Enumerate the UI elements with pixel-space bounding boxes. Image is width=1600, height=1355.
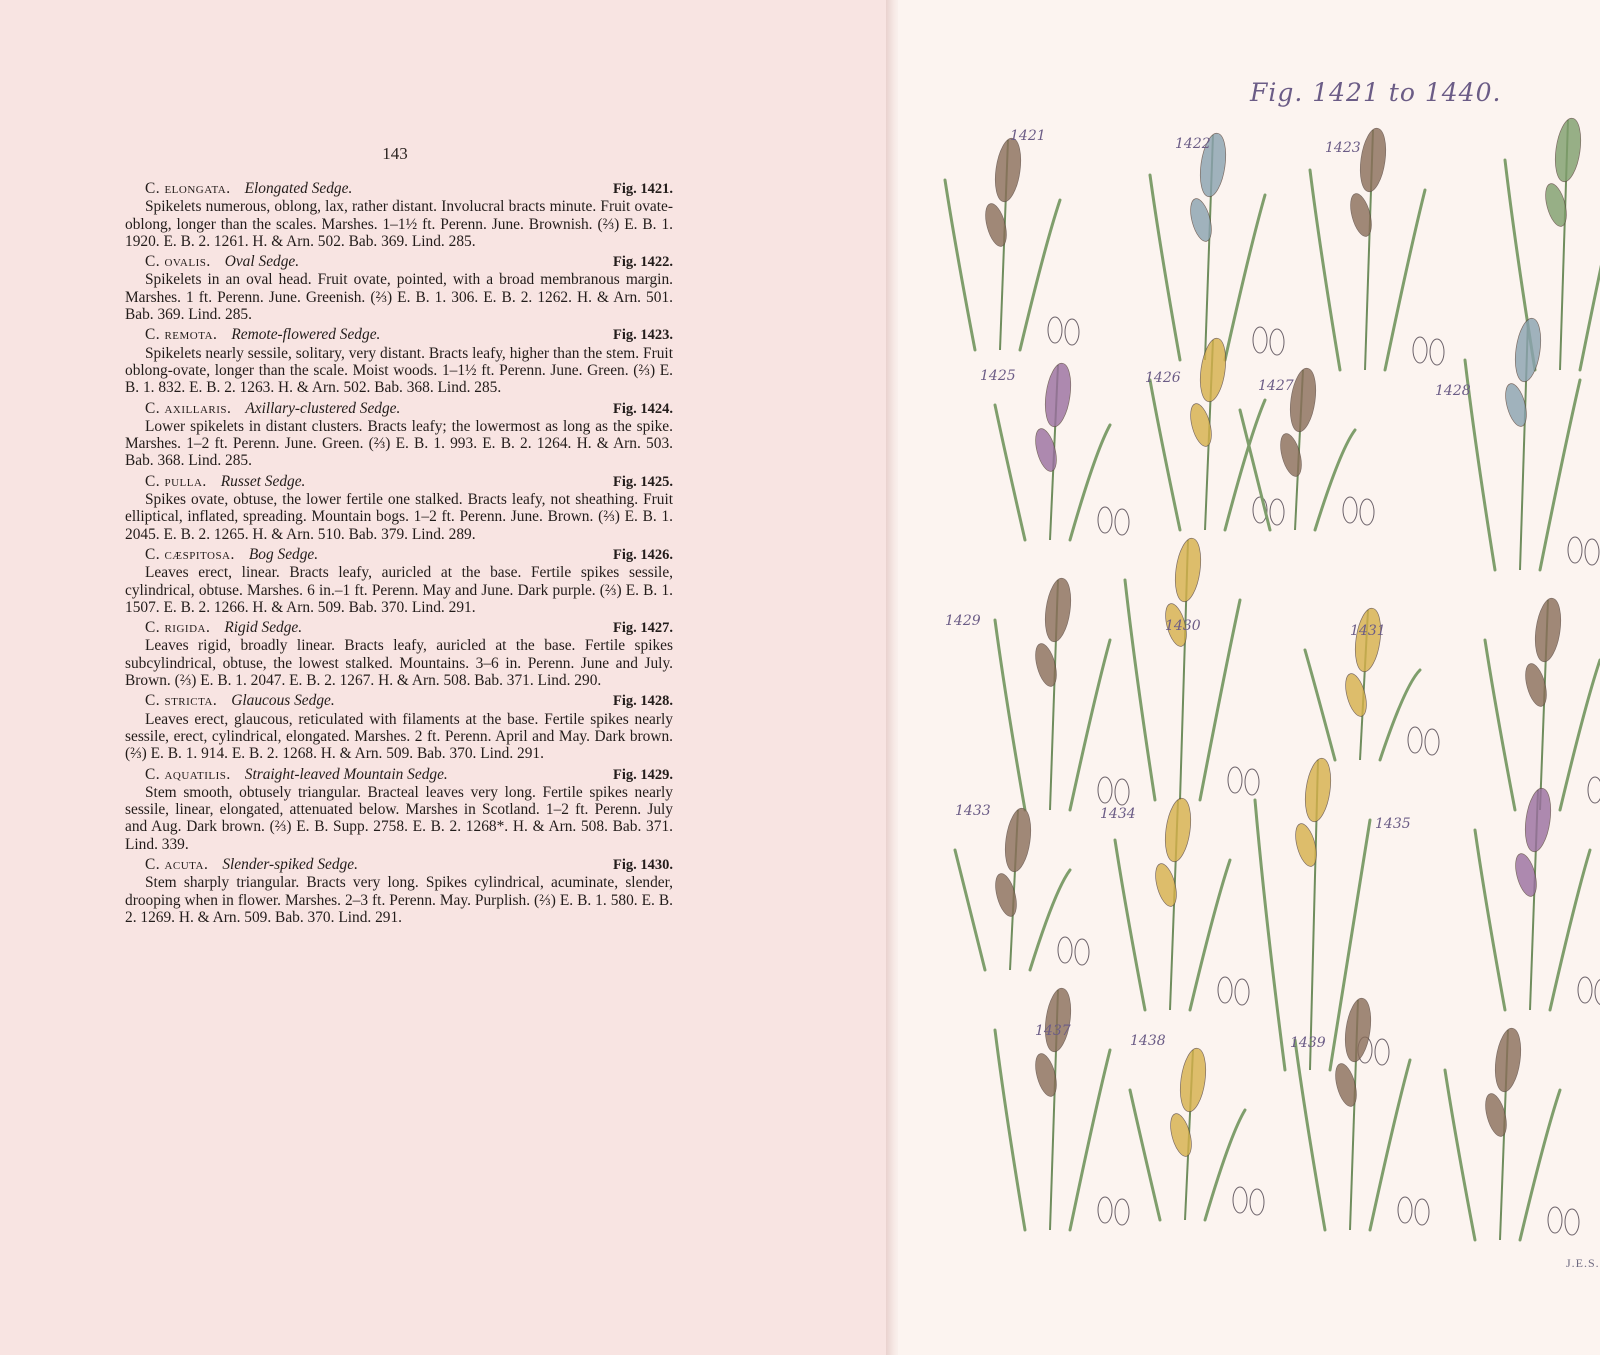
flower-spike: [1357, 127, 1390, 194]
figure-number-label: 1428: [1435, 383, 1471, 399]
common-name: Elongated Sedge.: [244, 180, 353, 197]
leaf-blade: [1550, 850, 1590, 1010]
flower-spike: [1042, 362, 1075, 429]
flower-spike: [1162, 797, 1195, 864]
species-name: C. stricta.: [145, 692, 218, 710]
fruit-detail: [1245, 769, 1259, 795]
figure-number-label: 1431: [1350, 623, 1386, 639]
flower-spike: [1172, 537, 1205, 604]
figure-number-label: 1439: [1290, 1035, 1326, 1051]
fruit-detail: [1343, 497, 1357, 523]
common-name: Axillary-clustered Sedge.: [245, 399, 401, 417]
entry-description: Spikelets nearly sessile, solitary, very distant. Bracts leafy, higher than the stem. Fruit oblong-ovate, longer than the scale. Moist woods. 1–1½ ft. Perenn. June. Green. (⅔) E. B. 1. 832. E. B. 2. 1263. H. & Arn. 502. Bab. 368. Lind. 285.: [125, 344, 673, 397]
figure-number-label: 1426: [1145, 370, 1181, 386]
flower-spike: [1042, 987, 1075, 1054]
leaf-blade: [1485, 640, 1515, 810]
fruit-detail: [1270, 329, 1284, 355]
flower-spike: [1532, 597, 1565, 664]
species-name: C. ovalis.: [145, 253, 211, 271]
flower-spike: [1197, 337, 1230, 404]
entry-heading: [125, 766, 673, 784]
fruit-detail: [1228, 767, 1242, 793]
species-entry: [125, 326, 673, 396]
leaf-blade: [995, 405, 1025, 540]
species-name: C. rigida.: [145, 619, 211, 637]
figure-number-label: 1427: [1258, 378, 1294, 394]
figure-reference: Fig. 1428.: [612, 693, 673, 710]
flower-spike: [1167, 1111, 1196, 1158]
fruit-detail: [1430, 339, 1444, 365]
species-entry: [125, 253, 673, 323]
entry-heading: [125, 253, 673, 271]
figure-number-label: 1422: [1175, 136, 1211, 152]
fruit-detail: [1058, 937, 1072, 963]
fruit-detail: [1568, 537, 1582, 563]
entry-description: Leaves rigid, broadly linear. Bracts leafy, auricled at the base. Fertile spikes subcylindrical, obtuse, the lowest stalked. Mountains. 3–6 in. Perenn. June and July. Brown. (⅔) E. B. 1. 2047. E. B. 2. 1267. H. & Arn. 508. Bab. 371. Lind. 290.: [125, 637, 673, 690]
fruit-detail: [1098, 507, 1112, 533]
common-name: Oval Sedge.: [224, 253, 300, 271]
flower-spike: [1302, 757, 1335, 824]
plate-title: Fig. 1421 to 1440.: [1250, 78, 1502, 107]
species-entry: [125, 766, 673, 853]
page-number: 143: [382, 144, 408, 163]
figure-number-label: 1430: [1165, 618, 1201, 634]
leaf-blade: [1225, 195, 1265, 360]
species-entry: [125, 400, 673, 470]
species-name: C. elongata.: [145, 180, 231, 197]
flower-spike: [1042, 577, 1075, 644]
figure-number-label: 1434: [1100, 806, 1136, 822]
leaf-blade: [995, 620, 1025, 810]
fruit-detail: [1270, 499, 1284, 525]
engraver-signature: J.E.S.: [1566, 1256, 1600, 1270]
species-text-column: [125, 180, 673, 929]
figure-number-label: 1437: [1035, 1023, 1071, 1039]
fruit-detail: [1098, 777, 1112, 803]
flower-spike: [1342, 997, 1375, 1064]
flower-spike: [1342, 671, 1371, 718]
flower-spike: [1277, 431, 1306, 478]
leaf-blade: [1200, 600, 1240, 800]
leaf-blade: [1520, 1090, 1560, 1240]
fruit-detail: [1588, 777, 1600, 803]
leaf-blade: [1540, 380, 1580, 570]
fruit-detail: [1250, 1189, 1264, 1215]
entry-description: Stem smooth, obtusely triangular. Bracteal leaves very long. Fertile spikes nearly sessile, linear, elongated, attenuated below. Marshes in Scotland. 1–2 ft. Perenn. July and Aug. Dark brown. (⅔) E. B. Supp. 2758. E. B. 2. 1268*. H. & Arn. 508. Bab. 371. Lind. 339.: [125, 783, 673, 853]
fruit-detail: [1115, 509, 1129, 535]
flower-spike: [1552, 117, 1585, 184]
leaf-blade: [955, 850, 985, 970]
figure-reference: Fig. 1429.: [612, 766, 673, 783]
flower-spike: [992, 137, 1025, 204]
fruit-detail: [1595, 979, 1600, 1005]
entry-heading: [125, 619, 673, 637]
entry-description: Spikelets in an oval head. Fruit ovate, pointed, with a broad membranous margin. Marshes. 1 ft. Perenn. June. Greenish. (⅔) E. B. 1. 306. E. B. 2. 1262. H. & Arn. 501. Bab. 369. Lind. 285.: [125, 271, 673, 324]
fruit-detail: [1413, 337, 1427, 363]
species-name: C. aquatilis.: [145, 765, 231, 783]
common-name: Russet Sedge.: [220, 472, 306, 490]
flower-spike: [1352, 607, 1385, 674]
flower-spike: [1522, 787, 1555, 854]
entry-heading: [125, 180, 673, 198]
species-entry: [125, 473, 673, 543]
flower-spike: [992, 871, 1021, 918]
entry-heading: [125, 326, 673, 344]
leaf-blade: [1150, 175, 1180, 360]
botanical-plate: [940, 110, 1600, 1260]
figure-reference: Fig. 1426.: [612, 546, 673, 563]
common-name: Straight-leaved Mountain Sedge.: [244, 765, 448, 783]
fruit-detail: [1253, 327, 1267, 353]
figure-number-label: 1421: [1010, 128, 1046, 144]
fruit-detail: [1548, 1207, 1562, 1233]
fruit-detail: [1425, 729, 1439, 755]
leaf-blade: [1150, 380, 1180, 530]
species-name: C. pulla.: [145, 472, 207, 490]
fruit-detail: [1360, 499, 1374, 525]
fruit-detail: [1065, 319, 1079, 345]
fruit-detail: [1578, 977, 1592, 1003]
entry-description: Leaves erect, linear. Bracts leafy, auricled at the base. Fertile spikes sessile, cylindrical, obtuse. Marshes. 6 in.–1 ft. Perenn. May and June. Dark purple. (⅔) E. B. 1. 1507. E. B. 2. 1266. H. & Arn. 509. Bab. 370. Lind. 291.: [125, 564, 673, 616]
figure-reference: Fig. 1424.: [612, 400, 673, 417]
leaf-blade: [1310, 170, 1340, 370]
flower-spike: [1002, 807, 1035, 874]
leaf-blade: [1125, 580, 1155, 800]
leaf-blade: [1315, 430, 1355, 530]
species-entry: [125, 692, 673, 762]
entry-heading: [125, 856, 673, 874]
entry-description: Leaves erect, glaucous, reticulated with filaments at the base. Fertile spikes nearly sessile, erect, cylindrical, elongated. Marshes. 2 ft. Perenn. April and May. Dark brown. (⅔) E. B. 1. 914. E. B. 2. 1268. H. & Arn. 509. Bab. 370. Lind. 291.: [125, 710, 673, 763]
fruit-detail: [1218, 977, 1232, 1003]
common-name: Glaucous Sedge.: [231, 692, 335, 710]
leaf-blade: [1190, 860, 1230, 1010]
fruit-detail: [1375, 1039, 1389, 1065]
figure-reference: Fig. 1430.: [612, 856, 673, 873]
flower-spike: [1177, 1047, 1210, 1114]
leaf-blade: [1445, 1070, 1475, 1240]
leaf-blade: [1130, 1090, 1160, 1220]
fruit-detail: [1415, 1199, 1429, 1225]
flower-spike: [1287, 367, 1320, 434]
leaf-blade: [1070, 425, 1110, 540]
species-name: C. acuta.: [145, 855, 209, 873]
leaf-blade: [1580, 180, 1600, 370]
leaf-blade: [1385, 190, 1425, 370]
entry-description: Stem sharply triangular. Bracts very long. Spikes cylindrical, acuminate, slender, drooping when in flower. Marshes. 2–3 ft. Perenn. May. Purplish. (⅔) E. B. 1. 580. E. B. 2. 1269. H. & Arn. 509. Bab. 370. Lind. 291.: [125, 874, 673, 926]
fruit-detail: [1048, 317, 1062, 343]
species-name: C. cæspitosa.: [145, 545, 235, 563]
leaf-blade: [1225, 400, 1265, 530]
figure-reference: Fig. 1427.: [612, 620, 673, 637]
species-entry: [125, 546, 673, 616]
entry-description: Spikes ovate, obtuse, the lower fertile one stalked. Bracts leafy, not sheathing. Fruit elliptical, inflated, spreading. Mountain bogs. 1–2 ft. Perenn. June. Brown. (⅔) E. B. 1. 2045. E. B. 2. 1265. H. & Arn. 510. Bab. 379. Lind. 289.: [125, 491, 673, 543]
fruit-detail: [1408, 727, 1422, 753]
common-name: Rigid Sedge.: [224, 619, 303, 637]
leaf-blade: [1255, 800, 1285, 1070]
fruit-detail: [1098, 1197, 1112, 1223]
leaf-blade: [1070, 640, 1110, 810]
fruit-detail: [1075, 939, 1089, 965]
common-name: Slender-spiked Sedge.: [222, 855, 358, 873]
species-entry: [125, 856, 673, 926]
flower-spike: [1512, 317, 1545, 384]
entry-heading: [125, 546, 673, 564]
fruit-detail: [1115, 1199, 1129, 1225]
species-name: C. remota.: [145, 326, 218, 344]
species-name: C. axillaris.: [145, 399, 232, 417]
fruit-detail: [1585, 539, 1599, 565]
figure-number-label: 1438: [1130, 1033, 1166, 1049]
figure-reference: Fig. 1425.: [612, 473, 673, 490]
leaf-blade: [945, 180, 975, 350]
leaf-blade: [1305, 650, 1335, 760]
fruit-detail: [1398, 1197, 1412, 1223]
leaf-blade: [1020, 200, 1060, 350]
entry-heading: [125, 400, 673, 418]
figure-reference: Fig. 1422.: [612, 254, 673, 271]
leaf-blade: [1205, 1110, 1245, 1220]
leaf-blade: [1070, 1050, 1110, 1230]
figure-number-label: 1425: [980, 368, 1016, 384]
figure-number-label: 1423: [1325, 140, 1361, 156]
entry-description: Spikelets numerous, oblong, lax, rather distant. Involucral bracts minute. Fruit ovate-oblong, longer than the scales. Marshes. 1–1½ ft. Perenn. June. Brownish. (⅔) E. B. 1. 1920. E. B. 2. 1261. H. & Arn. 502. Bab. 369. Lind. 285.: [125, 198, 673, 250]
fruit-detail: [1235, 979, 1249, 1005]
leaf-blade: [995, 1030, 1025, 1230]
figure-number-label: 1429: [945, 613, 981, 629]
entry-description: Lower spikelets in distant clusters. Bracts leafy; the lowermost as long as the spike. Marshes. 1–2 ft. Perenn. June. Green. (⅔) E. B. 1. 993. E. B. 2. 1264. H. & Arn. 503. Bab. 368. Lind. 285.: [125, 417, 673, 470]
entry-heading: [125, 473, 673, 491]
figure-number-label: 1435: [1375, 816, 1411, 832]
leaf-blade: [1115, 840, 1145, 1010]
flower-spike: [1032, 426, 1061, 473]
species-entry: [125, 180, 673, 250]
figure-number-label: 1433: [955, 803, 991, 819]
figure-reference: Fig. 1421.: [612, 181, 673, 197]
leaf-blade: [1380, 670, 1420, 760]
common-name: Bog Sedge.: [248, 545, 319, 563]
fruit-detail: [1565, 1209, 1579, 1235]
leaf-blade: [1475, 830, 1505, 1010]
fruit-detail: [1115, 779, 1129, 805]
species-entry: [125, 619, 673, 689]
leaf-blade: [1560, 660, 1600, 810]
fruit-detail: [1233, 1187, 1247, 1213]
flower-spike: [1492, 1027, 1525, 1094]
entry-heading: [125, 692, 673, 710]
leaf-blade: [1370, 1060, 1410, 1230]
figure-reference: Fig. 1423.: [612, 327, 673, 344]
leaf-blade: [1030, 870, 1070, 970]
common-name: Remote-flowered Sedge.: [231, 326, 381, 344]
